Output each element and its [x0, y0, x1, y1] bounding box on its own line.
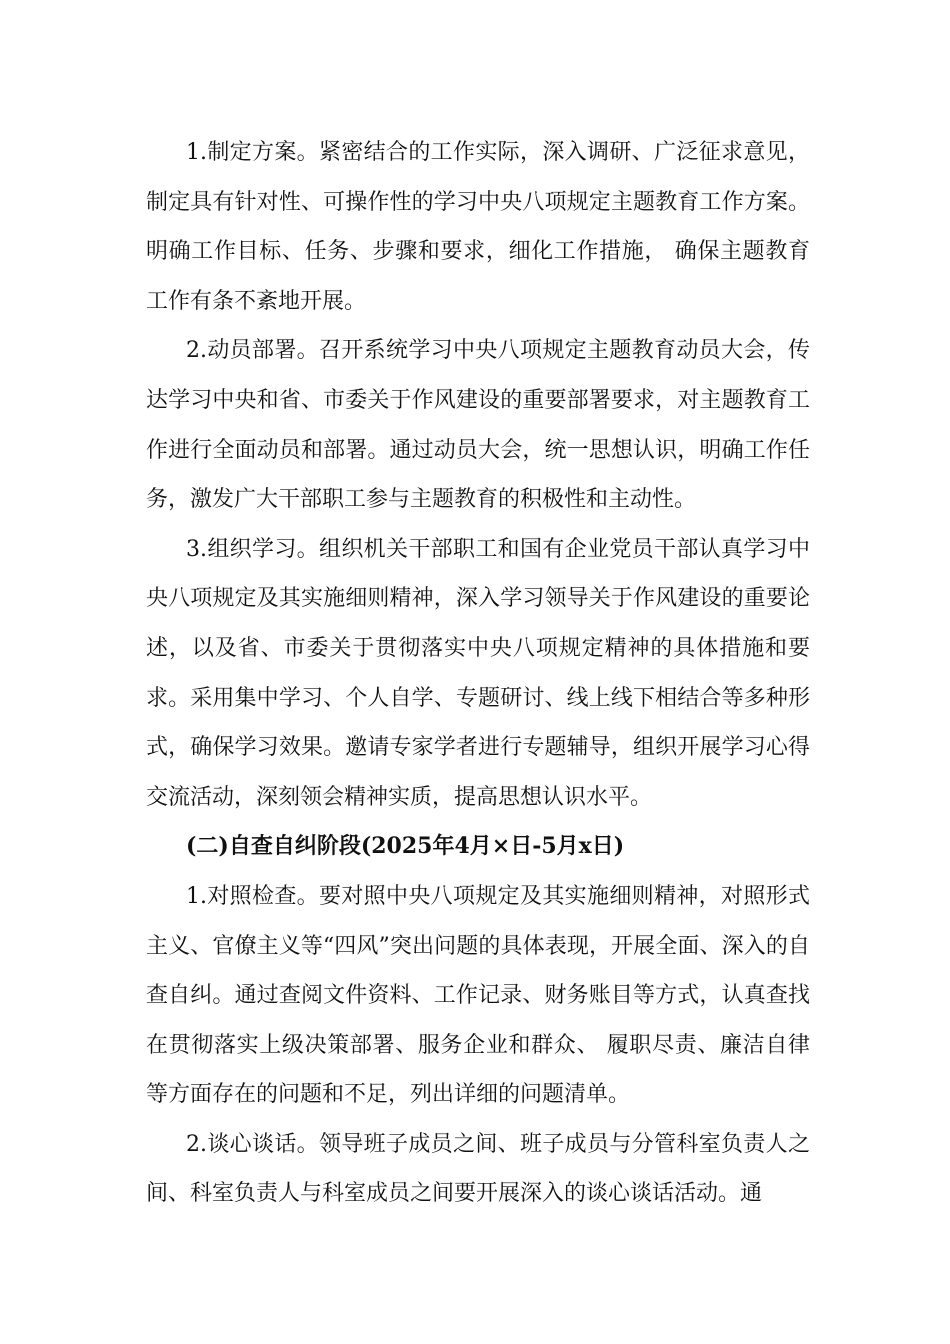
paragraph-heart-talk: 2.谈心谈话。领导班子成员之间、班子成员与分管科室负责人之间、科室负责人与科室成员之间要开展深入的谈心谈话活动。通 — [146, 1131, 810, 1207]
paragraph-mobilization: 2.动员部署。召开系统学习中央八项规定主题教育动员大会，传达学习中央和省、市委关于作风建设的重要部署要求，对主题教育工作进行全面动员和部署。通过动员大会，统一思想认识，明确工作任务，激发广大干部职工参与主题教育的积极性和主动性。 — [146, 338, 810, 513]
section-heading-self-check: (二)自查自纠阶段(2025年4月×日-5月x日) — [186, 833, 625, 860]
paragraph-compare-check: 1.对照检查。要对照中央八项规定及其实施细则精神，对照形式主义、官僚主义等“四风”突出问题的具体表现，开展全面、深入的自查自纠。通过查阅文件资料、工作记录、财务账目等方式，认真查找在贯彻落实上级决策部署、服务企业和群众、 履职尽责、廉洁自律等方面存在的问题和不足，列出详细的问题清单。 — [146, 883, 810, 1108]
paragraph-make-plan: 1.制定方案。紧密结合的工作实际，深入调研、广泛征求意见，制定具有针对性、可操作性的学习中央八项规定主题教育工作方案。明确工作目标、任务、步骤和要求，细化工作措施， 确保主题教育工作有条不紊地开展。 — [146, 140, 810, 314]
paragraph-organize-study: 3.组织学习。组织机关干部职工和国有企业党员干部认真学习中央八项规定及其实施细则精神，深入学习领导关于作风建设的重要论述，以及省、市委关于贯彻落实中央八项规定精神的具体措施和要求。采用集中学习、个人自学、专题研讨、线上线下相结合等多种形式，确保学习效果。邀请专家学者进行专题辅导，组织开展学习心得交流活动，深刻领会精神实质，提高思想认识水平。 — [146, 536, 810, 810]
document-body — [146, 128, 810, 1219]
